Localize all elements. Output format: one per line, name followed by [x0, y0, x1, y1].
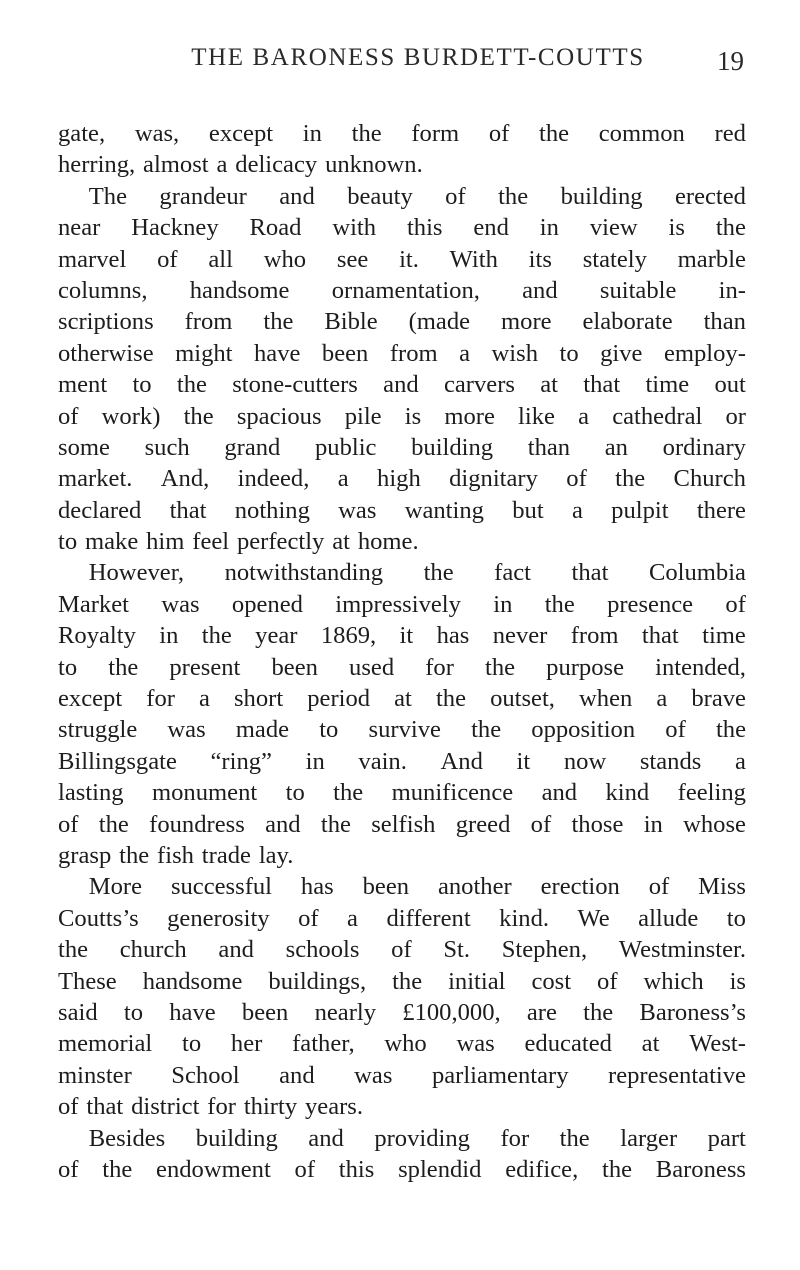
text-line: said to have been nearly £100,000, are the Baroness’s [58, 998, 746, 1026]
paragraph [58, 181, 746, 558]
text-line: Coutts’s generosity of a different kind. We allude to [58, 904, 746, 932]
text-line: Market was opened impressively in the presence of [58, 590, 746, 618]
text-line: gate, was, except in the form of the common red [58, 120, 746, 147]
text-line: More successful has been another erection of Miss [88, 873, 746, 901]
text-line: minster School and was parliamentary representative [58, 1061, 746, 1089]
paragraph [58, 557, 746, 871]
text-line: market. And, indeed, a high dignitary of the Church [58, 465, 746, 493]
text-line: to the present been used for the purpose intended, [58, 653, 746, 681]
text-line: some such grand public building than an ordinary [58, 433, 746, 461]
text-line: of the endowment of this splendid edifice, the Baroness [58, 1155, 746, 1183]
text-line: otherwise might have been from a wish to give employ- [58, 339, 746, 367]
text-line: The grandeur and beauty of the building erected [88, 182, 746, 210]
text-line: marvel of all who see it. With its stately marble [58, 245, 746, 273]
text-line: scriptions from the Bible (made more elaborate than [58, 308, 746, 336]
text-line: These handsome buildings, the initial cost of which is [58, 967, 746, 995]
text-line: the church and schools of St. Stephen, Westminster. [58, 936, 746, 964]
text-line: However, notwithstanding the fact that Columbia [88, 559, 746, 587]
text-line: of work) the spacious pile is more like a cathedral or [58, 402, 746, 430]
text-line: memorial to her father, who was educated at West- [58, 1030, 746, 1058]
text-line: of that district for thirty years. [58, 1093, 364, 1121]
text-line: herring, almost a delicacy unknown. [58, 151, 423, 179]
text-line: struggle was made to survive the opposition of the [58, 716, 746, 744]
body-text [58, 118, 746, 1185]
text-line: declared that nothing was wanting but a pulpit there [58, 496, 746, 524]
text-line: ment to the stone-cutters and carvers at that time out [58, 371, 746, 399]
text-line: of the foundress and the selfish greed of those in whose [58, 810, 746, 838]
paragraph [58, 1123, 746, 1186]
page-number: 19 [717, 46, 744, 76]
text-line: to make him feel perfectly at home. [58, 528, 419, 556]
text-line: Besides building and providing for the larger part [88, 1124, 746, 1152]
text-line: columns, handsome ornamentation, and suitable in- [58, 276, 746, 304]
text-line: grasp the fish trade lay. [58, 841, 294, 869]
text-line: except for a short period at the outset, when a brave [58, 685, 746, 713]
paragraph [58, 118, 746, 181]
paragraph [58, 871, 746, 1122]
running-title: THE BARONESS BURDETT-COUTTS [191, 44, 645, 71]
text-line: near Hackney Road with this end in view is the [58, 214, 746, 242]
text-line: lasting monument to the munificence and kind feeling [58, 779, 746, 807]
text-line: Royalty in the year 1869, it has never from that time [58, 622, 746, 650]
text-line: Billingsgate “ring” in vain. And it now stands a [58, 747, 746, 775]
